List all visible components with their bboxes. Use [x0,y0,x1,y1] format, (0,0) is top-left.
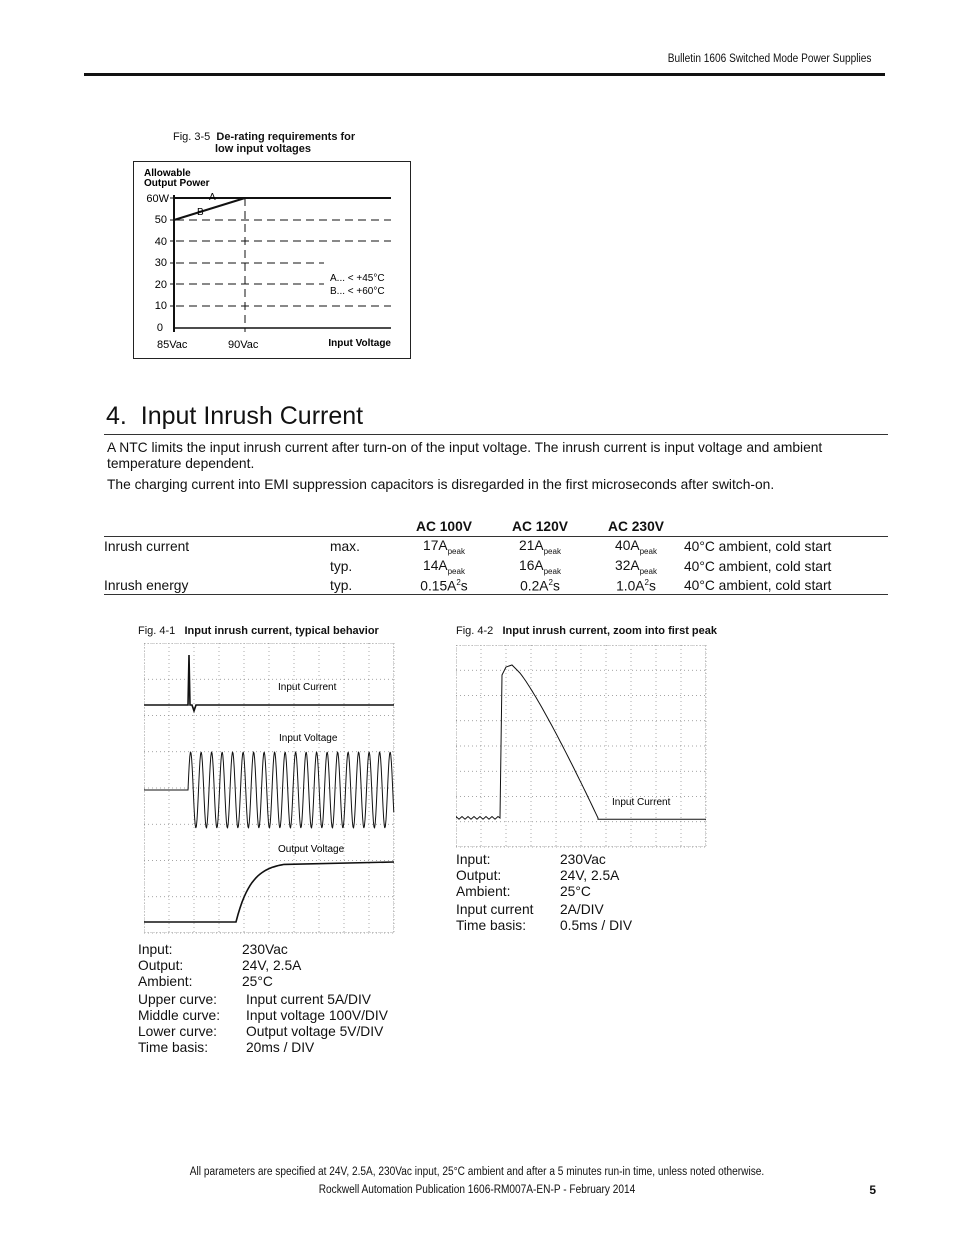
fig35-caption-title-2: low input voltages [215,143,311,155]
fig35-label-b: B [197,207,204,218]
col-header-120v: AC 120V [512,519,568,534]
fig42-label-current: Input Current [612,797,671,808]
fig35-xtick-85: 85Vac [157,339,188,351]
fig35-ytick-20: 20 [154,279,167,291]
fig35-ytick-10: 10 [154,300,167,312]
spec-key: Output: [456,868,502,883]
spec-value: 25°C [560,884,591,899]
fig35-ytick-40: 40 [154,236,167,248]
cell-value: 40A [615,538,640,553]
fig35-ytick-0: 0 [156,322,163,334]
fig41-oscilloscope [144,643,396,935]
spec-value: 0.5ms / DIV [560,918,633,933]
fig35-note-b: B... < +60°C [330,286,385,297]
row-note: 40°C ambient, cold start [684,539,832,555]
spec-value: Output voltage 5V/DIV [246,1024,384,1039]
fig41-label-output: Output Voltage [278,844,345,855]
cell-value: 14A [423,557,448,573]
cell-subscript: peak [639,566,657,576]
cell-value: 32A [615,557,640,573]
cell-superscript: 2 [644,577,649,587]
cell-value: 17A [423,538,448,553]
row-kind: typ. [330,559,353,575]
fig42-caption [456,625,717,637]
fig35-ylabel-2: Output Power [144,178,210,189]
fig35-caption [173,131,355,155]
section-title: Input Inrush Current [140,402,364,430]
table-row [104,537,888,557]
header-rule [84,73,885,76]
footer-note: All parameters are specified at 24V, 2.5A, 230Vac input, 25°C ambient and after a 5 minutes run-in time, unless noted otherwise. [189,1166,765,1178]
fig35-ytick-50: 50 [154,214,167,226]
cell-subscript: peak [543,566,561,576]
inrush-table [104,517,888,595]
row-note: 40°C ambient, cold start [684,577,832,593]
fig41-specs-1 [138,942,301,990]
fig35-ylabel-1: Allowable [144,168,191,179]
fig35-xtick-90: 90Vac [228,339,259,351]
spec-value: Input voltage 100V/DIV [246,1008,388,1023]
cell-subscript: peak [639,546,657,556]
fig42-caption-number: Fig. 4-2 [456,625,494,637]
spec-key: Input current [456,902,534,917]
table-row [104,577,888,595]
section-rule [104,434,888,435]
spec-key: Ambient: [456,884,511,899]
paragraph-1: A NTC limits the input inrush current after turn-on of the input voltage. The inrush current is input voltage and ambient temperature dependent. [107,440,823,471]
section-heading [106,402,363,431]
fig42-specs [456,852,632,934]
fig35-caption-number: Fig. 3-5 [173,131,211,143]
cell-unit: s [460,578,468,594]
page-number: 5 [869,1183,876,1197]
spec-key: Ambient: [138,974,193,989]
fig41-label-current: Input Current [278,682,337,693]
spec-key: Time basis: [456,918,527,933]
fig35-note-a: A... < +45°C [330,273,385,284]
cell-value: 1.0A [616,578,645,594]
footer-publication: Rockwell Automation Publication 1606-RM007A-EN-P - February 2014 [318,1184,636,1196]
fig35-label-a: A [209,192,216,203]
row-note: 40°C ambient, cold start [684,559,832,575]
spec-key: Middle curve: [138,1008,221,1023]
spec-value: 20ms / DIV [246,1040,315,1055]
row-param: Inrush current [104,539,190,555]
fig42-grid [456,645,706,847]
cell-superscript: 2 [548,577,553,587]
section-number: 4. [106,402,127,430]
fig42-caption-title: Input inrush current, zoom into first peak [502,625,717,637]
fig41-caption-title: Input inrush current, typical behavior [184,625,379,637]
cell-unit: s [648,578,656,594]
table-row [104,557,888,577]
cell-value: 16A [519,557,544,573]
cell-unit: s [552,578,560,594]
spec-value: 230Vac [242,942,288,957]
running-header: Bulletin 1606 Switched Mode Power Supplies [667,53,871,65]
spec-key: Time basis: [138,1040,209,1055]
spec-value: 2A/DIV [560,902,604,917]
spec-value: Input current 5A/DIV [246,992,372,1007]
fig35-chart [134,162,410,358]
fig42-oscilloscope [456,645,708,849]
spec-value: 24V, 2.5A [242,958,302,973]
fig35-ytick-30: 30 [154,257,167,269]
spec-value: 230Vac [560,852,606,867]
cell-superscript: 2 [456,577,461,587]
spec-key: Input: [138,942,173,957]
fig35-caption-title-1: De-rating requirements for [216,131,356,143]
row-param: Inrush energy [104,577,189,593]
spec-value: 24V, 2.5A [560,868,620,883]
cell-value: 21A [519,538,544,553]
fig41-specs-2 [138,992,388,1056]
cell-value: 0.15A [420,578,457,594]
spec-key: Output: [138,958,184,973]
fig41-caption-number: Fig. 4-1 [138,625,176,637]
cell-subscript: peak [447,566,465,576]
row-param [104,557,330,577]
cell-subscript: peak [447,546,465,556]
spec-key: Upper curve: [138,992,217,1007]
spec-key: Lower curve: [138,1024,217,1039]
spec-value: 25°C [242,974,273,989]
cell-value: 0.2A [520,578,549,594]
fig35-xlabel: Input Voltage [328,338,391,349]
row-kind: typ. [330,577,353,593]
fig35-chart-box [133,161,411,359]
row-kind: max. [330,539,360,555]
paragraph-2: The charging current into EMI suppression capacitors is disregarded in the first microseconds after switch-on. [107,477,775,492]
col-header-100v: AC 100V [416,519,472,534]
fig41-caption [138,625,379,637]
spec-key: Input: [456,852,491,867]
col-header-230v: AC 230V [608,519,664,534]
fig41-label-voltage: Input Voltage [279,733,338,744]
fig35-ytick-60: 60W [146,193,169,205]
cell-subscript: peak [543,546,561,556]
